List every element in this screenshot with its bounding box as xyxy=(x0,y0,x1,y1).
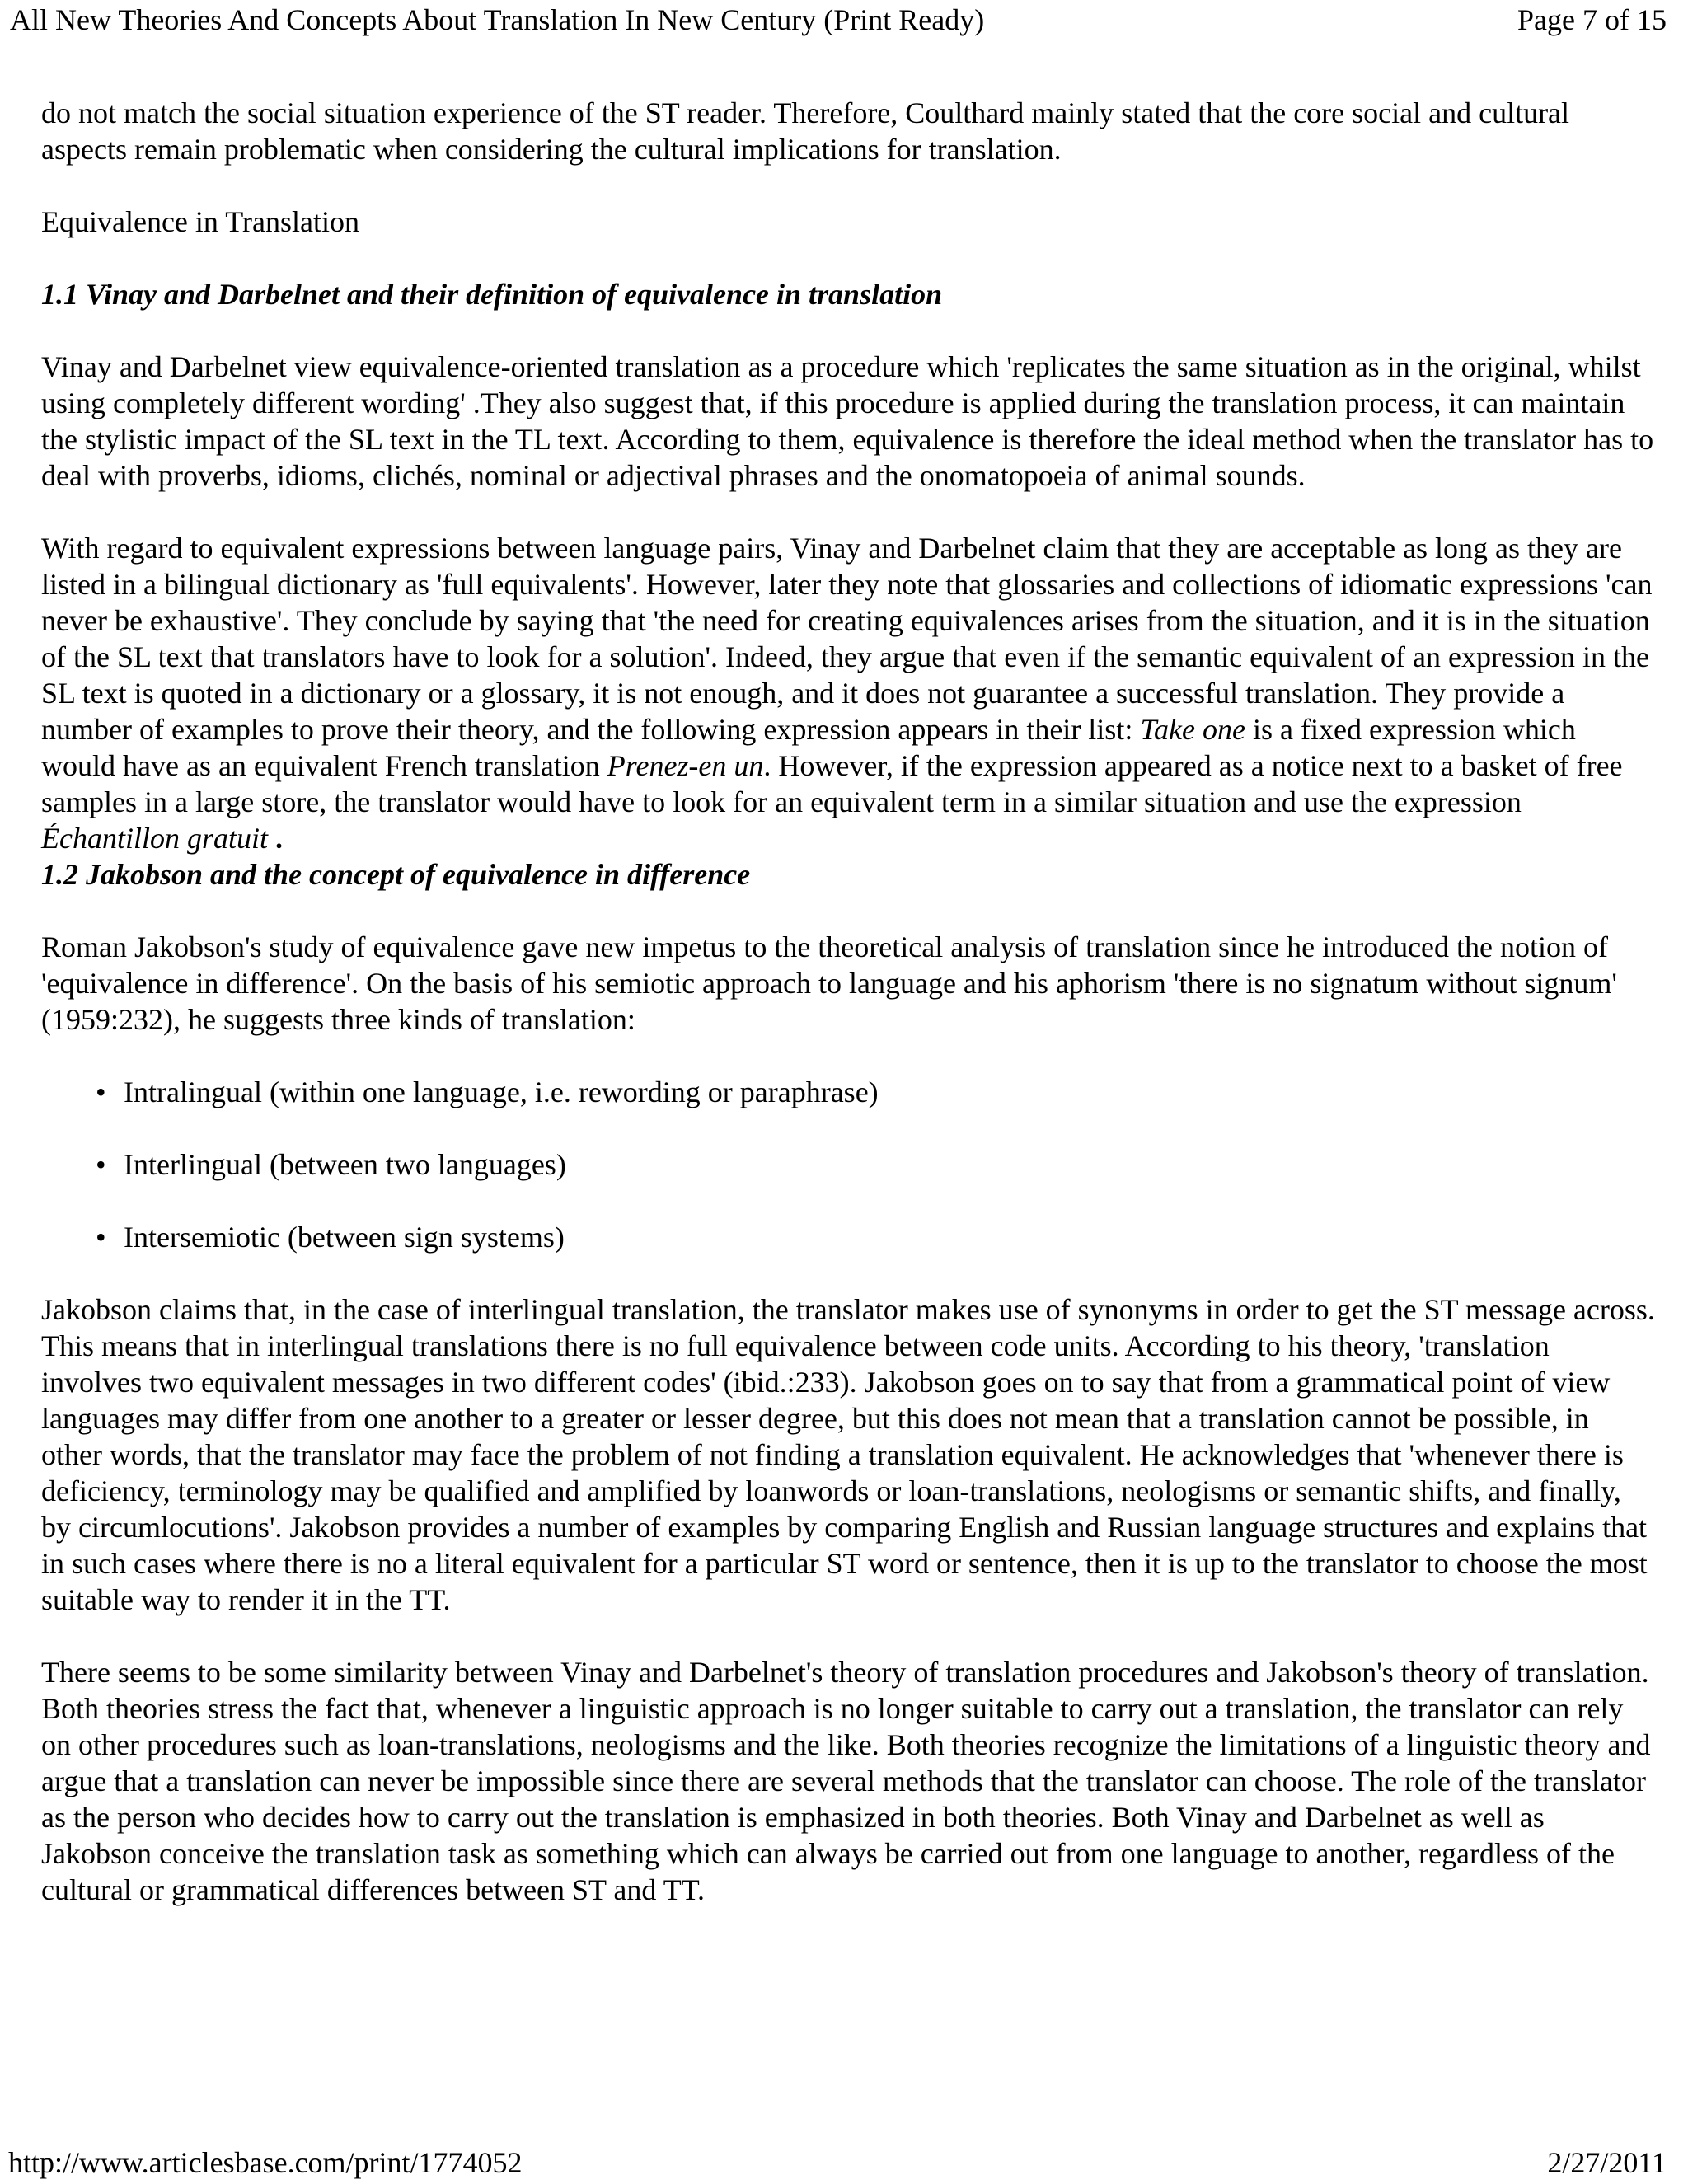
print-header xyxy=(0,0,1688,43)
list-item xyxy=(96,1219,1657,1255)
paragraph-similarity: There seems to be some similarity between Vinay and Darbelnet's theory of translation procedures and Jakobson's theory of translation. Both theories stress the fact that, whenever a linguistic approach is no longer suitable to carry out a translation, the translator can rely on other procedures such as loan-translations, neologisms and the like. Both theories recognize the limitations of a linguistic theory and argue that a translation can never be impossible since there are several methods that the translator can choose. The role of the translator as the person who decides how to carry out the translation is emphasized in both theories. Both Vinay and Darbelnet as well as Jakobson conceive the translation task as something which can always be carried out from one language to another, regardless of the cultural or grammatical differences between ST and TT. xyxy=(41,1656,1651,1906)
paragraph-continuation: do not match the social situation experience of the ST reader. Therefore, Coulthard mainly stated that the core social and cultural aspects remain problematic when considering the cultural implications for translation. xyxy=(41,96,1570,166)
article-body xyxy=(41,95,1657,1944)
list-item-text: Intersemiotic (between sign systems) xyxy=(124,1221,565,1254)
sentence-period: . xyxy=(275,822,283,855)
paragraph-equivalent-expressions xyxy=(41,530,1657,856)
source-url: http://www.articlesbase.com/print/1774052 xyxy=(8,2146,523,2179)
paragraph-vinay-definition: Vinay and Darbelnet view equivalence-oriented translation as a procedure which 'replicates the same situation as in the original, whilst using completely different wording' .They also suggest that, if this procedure is applied during the translation process, it can maintain the stylistic impact of the SL text in the TL text. According to them, equivalence is therefore the ideal method when the translator has to deal with proverbs, idioms, clichés, nominal or adjectival phrases and the onomatopoeia of animal sounds. xyxy=(41,350,1654,492)
list-item-text: Intralingual (within one language, i.e. rewording or paraphrase) xyxy=(124,1076,879,1108)
example-prenez-en-un: Prenez-en un xyxy=(607,749,764,782)
text-segment: With regard to equivalent expressions between language pairs, Vinay and Darbelnet claim that they are acceptable as long as they are listed in a bilingual dictionary as 'full equivalents'. However, later they note that glossaries and collections of idiomatic expressions 'can never be exhaustive'. They conclude by saying that 'the need for creating equivalences arises from the situation, and it is in the situation of the SL text that translators have to look for a solution'. Indeed, they argue that even if the semantic equivalent of an expression in the SL text is quoted in a dictionary or a glossary, it is not enough, and it does not guarantee a successful translation. They provide a number of examples to prove their theory, and the following expression appears in their list: xyxy=(41,532,1653,746)
text-segment: . However, if the expression appeared as a notice next to a basket of free samples in a large store, the translator would have to look for an equivalent term in a similar situation and use the expression xyxy=(41,749,1623,818)
document-title: All New Theories And Concepts About Translation In New Century (Print Ready) xyxy=(10,3,985,36)
paragraph-jakobson-claims: Jakobson claims that, in the case of interlingual translation, the translator makes use of synonyms in order to get the ST message across. This means that in interlingual translations there is no full equivalence between code units. According to his theory, 'translation involves two equivalent messages in two different codes' (ibid.:233). Jakobson goes on to say that from a grammatical point of view languages may differ from one another to a greater or lesser degree, but this does not mean that a translation cannot be possible, in other words, that the translator may face the problem of not finding a translation equivalent. He acknowledges that 'whenever there is deficiency, terminology may be qualified and amplified by loanwords or loan-translations, neologisms or semantic shifts, and finally, by circumlocutions'. Jakobson provides a number of examples by comparing English and Russian language structures and explains that in such cases where there is no a literal equivalent for a particular ST word or sentence, then it is up to the translator to choose the most suitable way to render it in the TT. xyxy=(41,1293,1655,1616)
page-number: Page 7 of 15 xyxy=(1517,3,1667,36)
section-title: Equivalence in Translation xyxy=(41,205,359,238)
bullet-icon: • xyxy=(96,1221,106,1254)
list-item-text: Interlingual (between two languages) xyxy=(124,1148,566,1181)
paragraph-jakobson-intro: Roman Jakobson's study of equivalence gave new impetus to the theoretical analysis of translation since he introduced the notion of 'equivalence in difference'. On the basis of his semiotic approach to language and his aphorism 'there is no signatum without signum' (1959:232), he suggests three kinds of translation: xyxy=(41,930,1617,1036)
heading-vinay-darbelnet: 1.1 Vinay and Darbelnet and their definition of equivalence in translation xyxy=(41,278,943,311)
example-echantillon-gratuit: Échantillon gratuit xyxy=(41,822,275,855)
list-item xyxy=(96,1074,1657,1110)
list-item xyxy=(96,1146,1657,1183)
text-segment: is a fixed expression which would have as an equivalent French translation xyxy=(41,713,1576,782)
example-take-one: Take one xyxy=(1140,713,1245,746)
heading-jakobson: 1.2 Jakobson and the concept of equivalence in difference xyxy=(41,858,751,891)
bullet-icon: • xyxy=(96,1076,106,1108)
translation-kinds-list xyxy=(41,1074,1657,1255)
bullet-icon: • xyxy=(96,1148,106,1181)
print-footer xyxy=(0,2143,1688,2184)
print-date: 2/27/2011 xyxy=(1547,2146,1667,2179)
